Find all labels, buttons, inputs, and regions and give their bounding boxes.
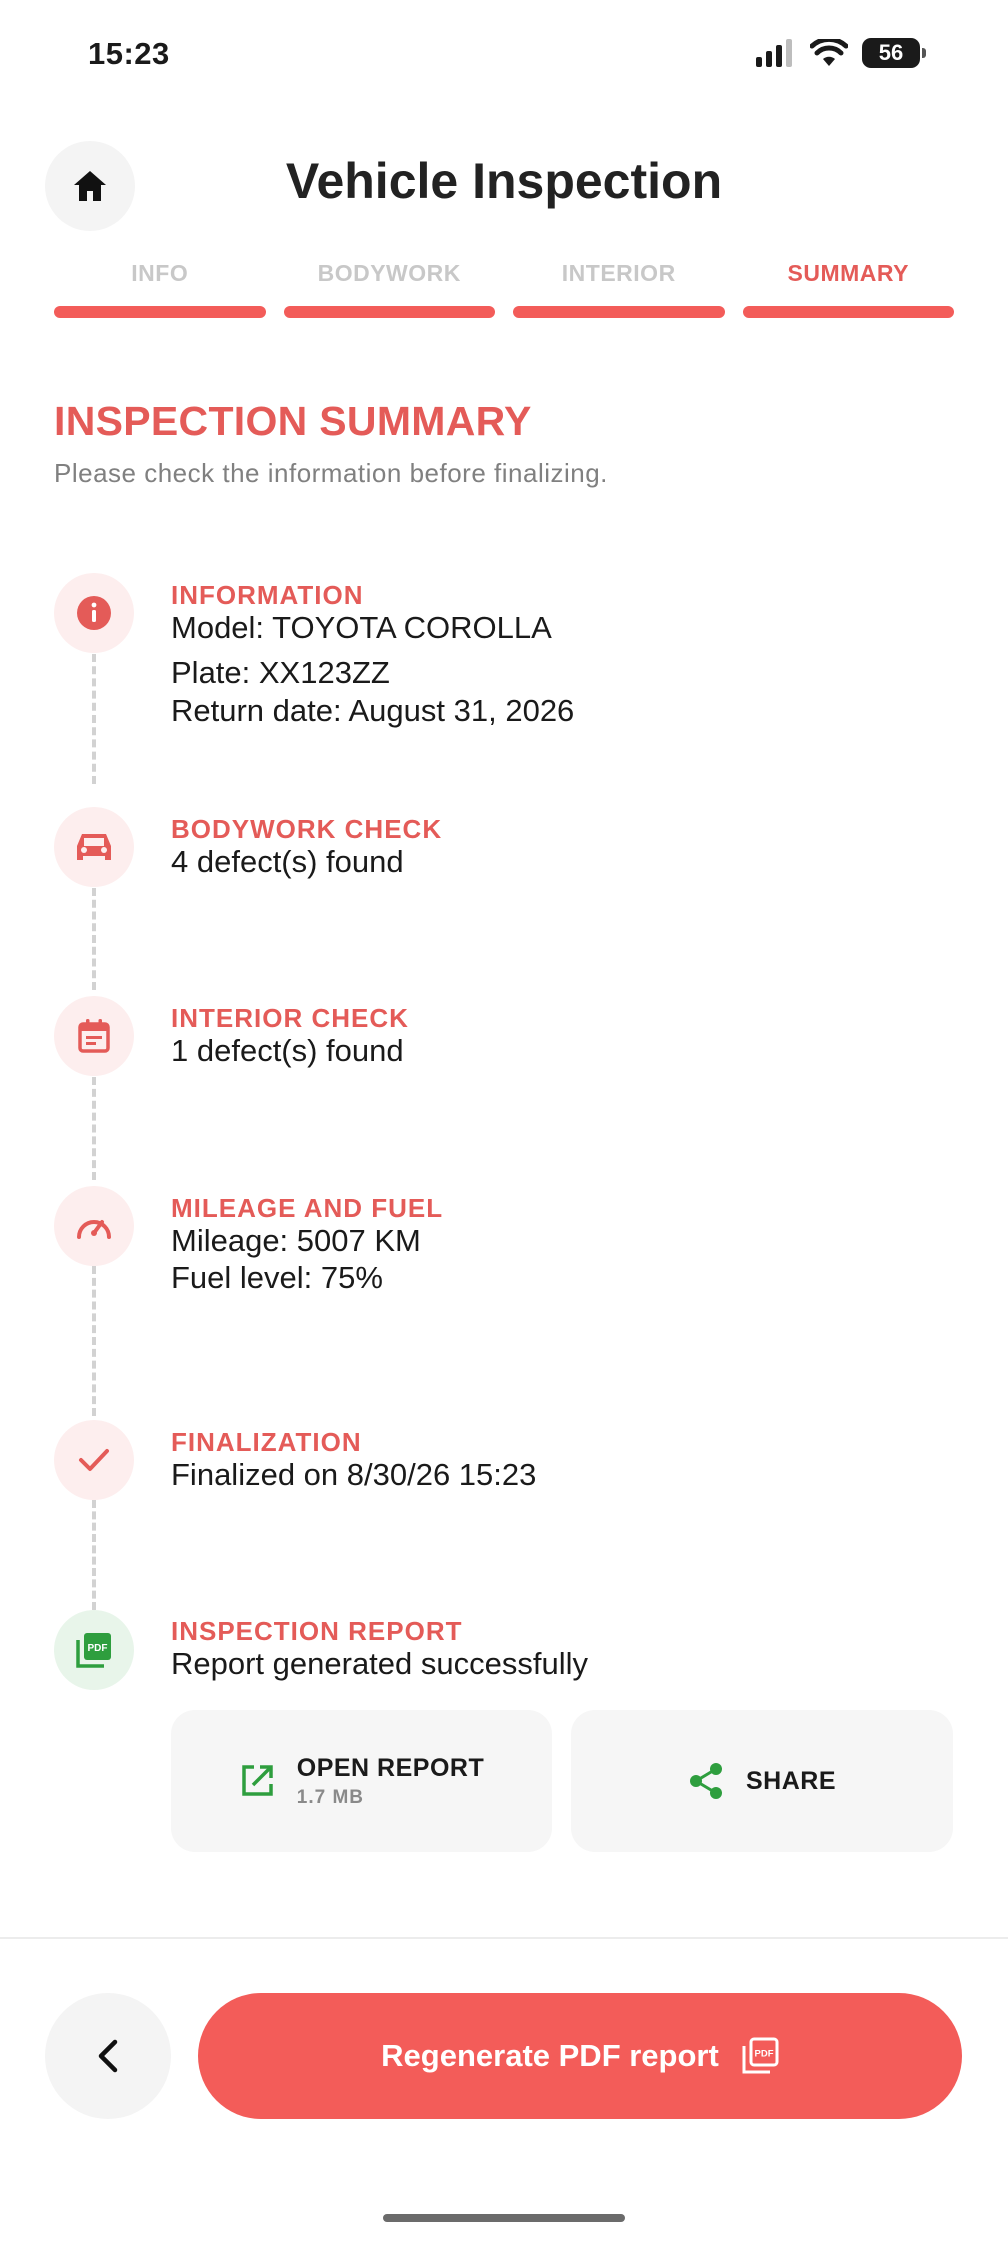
svg-text:PDF: PDF bbox=[87, 1643, 108, 1654]
fuel-level: Fuel level: 75% bbox=[171, 1260, 383, 1295]
step-tabs bbox=[54, 256, 954, 318]
tab-label: INTERIOR bbox=[561, 260, 676, 286]
bodywork-result: 4 defect(s) found bbox=[171, 844, 404, 879]
share-label: SHARE bbox=[745, 1766, 836, 1795]
finalization-step-icon bbox=[54, 1420, 134, 1500]
timeline-connector bbox=[92, 888, 96, 990]
footer-divider bbox=[0, 1937, 1008, 1939]
timeline-connector bbox=[92, 1077, 96, 1180]
svg-text:PDF: PDF bbox=[754, 2048, 774, 2060]
wifi-icon bbox=[810, 39, 848, 67]
report-size: 1.7 MB bbox=[296, 1786, 364, 1808]
report-step-icon bbox=[54, 1610, 134, 1690]
tab-label: BODYWORK bbox=[317, 260, 461, 286]
back-button[interactable] bbox=[45, 1993, 171, 2119]
bodywork-title: BODYWORK CHECK bbox=[171, 814, 443, 844]
bodywork-step-icon bbox=[54, 807, 134, 887]
tab-summary[interactable] bbox=[743, 256, 955, 318]
status-time: 15:23 bbox=[88, 36, 170, 71]
timeline-connector bbox=[92, 1500, 96, 1610]
tab-label: INFO bbox=[131, 260, 189, 286]
information-model: Model: TOYOTA COROLLA bbox=[171, 610, 552, 645]
open-report-button[interactable] bbox=[171, 1710, 552, 1852]
mileage-step-icon bbox=[54, 1186, 134, 1266]
tab-interior[interactable] bbox=[513, 256, 725, 318]
mileage-title: MILEAGE AND FUEL bbox=[171, 1193, 444, 1223]
interior-step-icon bbox=[54, 996, 134, 1076]
open-report-label: OPEN REPORT bbox=[296, 1753, 485, 1782]
information-step-icon bbox=[54, 573, 134, 653]
pdf-icon bbox=[741, 2037, 779, 2075]
share-button[interactable] bbox=[571, 1710, 953, 1852]
information-title: INFORMATION bbox=[171, 580, 364, 610]
open-external-icon bbox=[239, 1763, 275, 1799]
signal-icon bbox=[756, 39, 796, 67]
tab-progress-bar bbox=[284, 306, 496, 318]
interior-result: 1 defect(s) found bbox=[171, 1033, 404, 1068]
battery-icon: 56 bbox=[862, 38, 920, 68]
information-return-date: Return date: August 31, 2026 bbox=[171, 693, 575, 728]
tab-info[interactable] bbox=[54, 256, 266, 318]
share-icon bbox=[688, 1762, 724, 1800]
calendar-icon bbox=[77, 1018, 111, 1054]
tab-progress-bar bbox=[54, 306, 266, 318]
info-icon bbox=[76, 595, 112, 631]
finalization-title: FINALIZATION bbox=[171, 1427, 362, 1457]
report-status: Report generated successfully bbox=[171, 1646, 589, 1681]
gauge-icon bbox=[75, 1211, 113, 1241]
summary-subtitle: Please check the information before finalizing. bbox=[54, 458, 608, 488]
tab-bodywork[interactable] bbox=[284, 256, 496, 318]
pdf-icon bbox=[75, 1631, 113, 1669]
tab-progress-bar bbox=[513, 306, 725, 318]
regenerate-label: Regenerate PDF report bbox=[381, 2038, 719, 2073]
regenerate-pdf-button[interactable] bbox=[198, 1993, 962, 2119]
tab-progress-bar bbox=[743, 306, 955, 318]
page-title: Vehicle Inspection bbox=[285, 153, 723, 209]
status-icons bbox=[756, 38, 920, 68]
timeline-connector bbox=[92, 654, 96, 784]
report-title: INSPECTION REPORT bbox=[171, 1616, 463, 1646]
chevron-left-icon bbox=[96, 2038, 120, 2074]
interior-title: INTERIOR CHECK bbox=[171, 1003, 409, 1033]
information-plate: Plate: XX123ZZ bbox=[171, 655, 390, 690]
timeline-connector bbox=[92, 1266, 96, 1416]
mileage-value: Mileage: 5007 KM bbox=[171, 1223, 421, 1258]
summary-title: INSPECTION SUMMARY bbox=[54, 398, 532, 444]
home-indicator[interactable] bbox=[383, 2214, 625, 2222]
tab-label: SUMMARY bbox=[787, 260, 909, 286]
check-icon bbox=[77, 1447, 111, 1473]
finalization-date: Finalized on 8/30/26 15:23 bbox=[171, 1457, 537, 1492]
car-icon bbox=[74, 830, 114, 864]
